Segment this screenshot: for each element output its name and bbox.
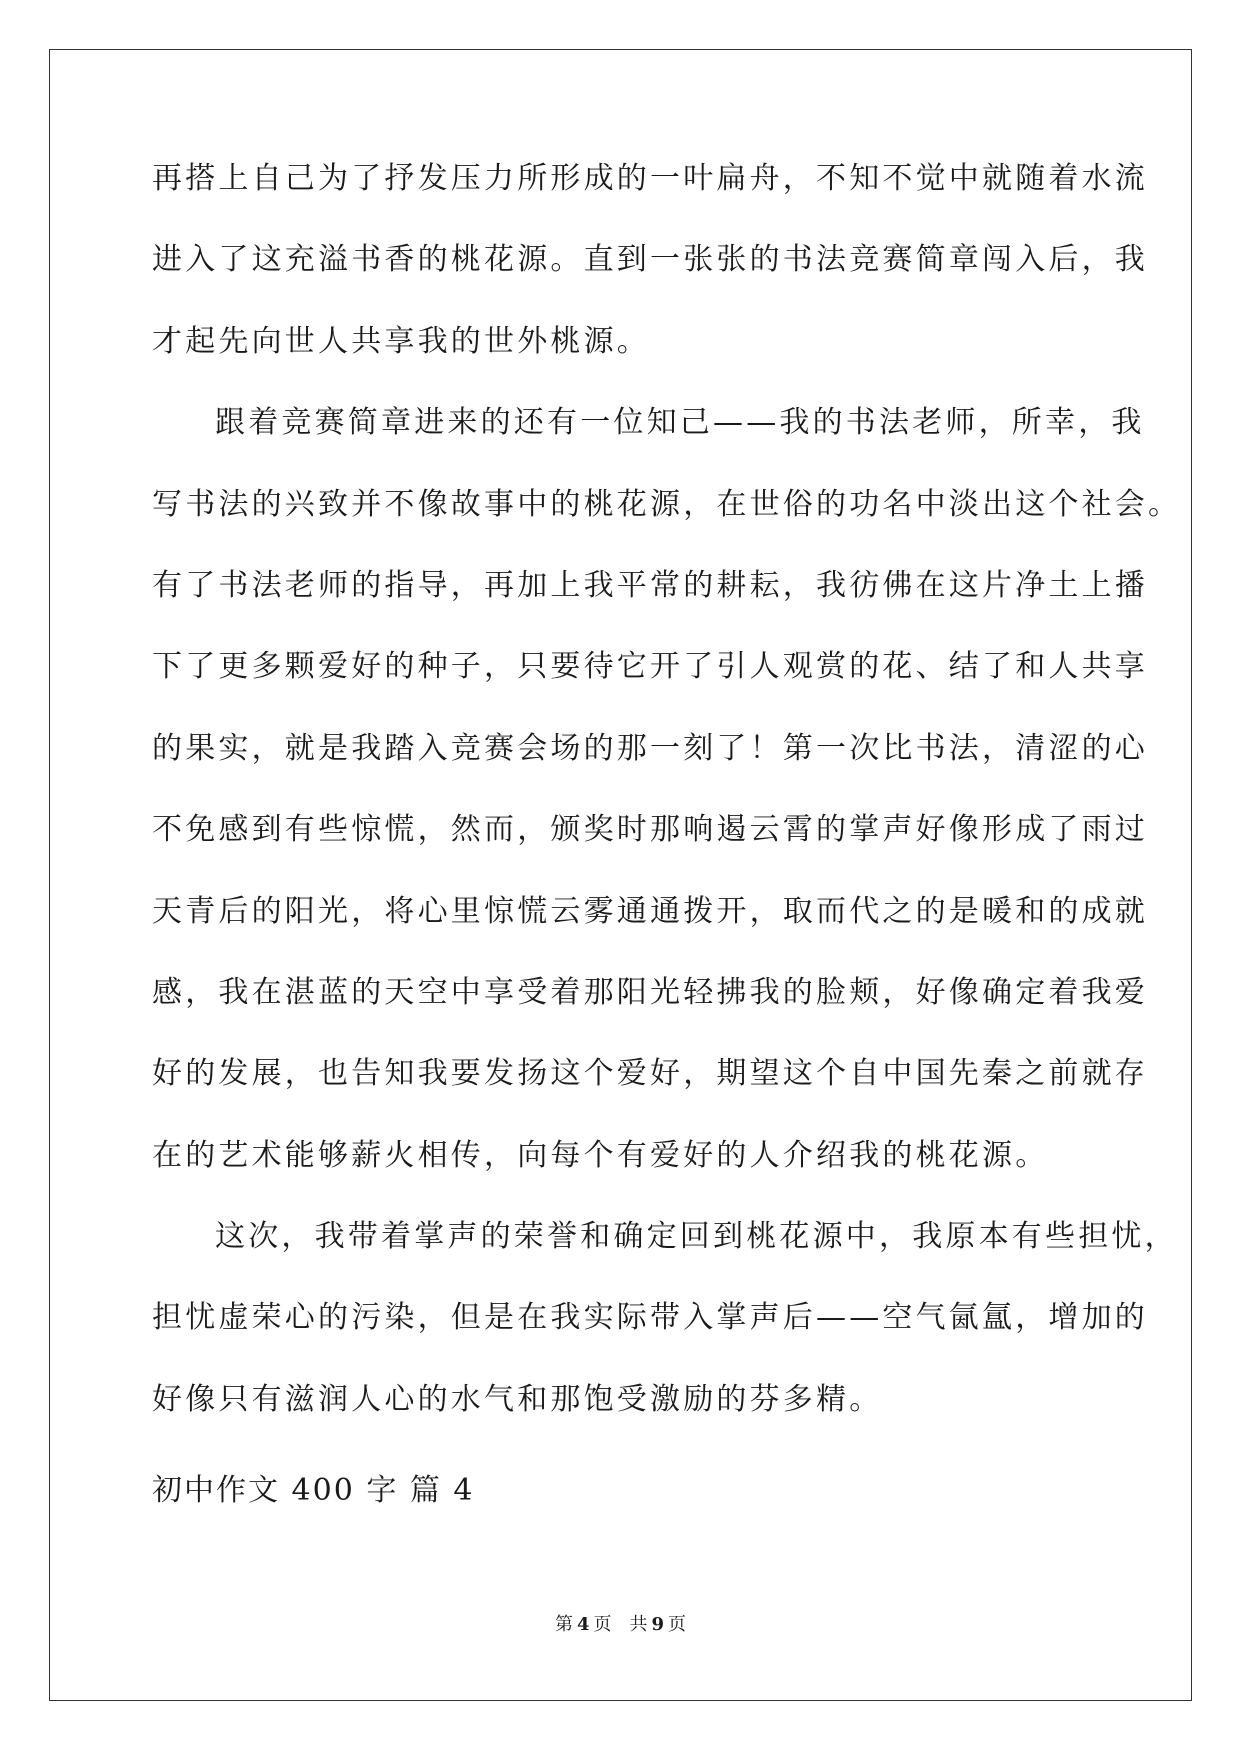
text-line: 担忧虚荣心的污染，但是在我实际带入掌声后——空气氤氲，增加的 bbox=[152, 1300, 1148, 1336]
text-line: 有了书法老师的指导，再加上我平常的耕耘，我彷佛在这片净土上播 bbox=[152, 567, 1148, 603]
essay-body bbox=[152, 161, 1182, 1466]
text-line: 在的艺术能够薪火相传，向每个有爱好的人介绍我的桃花源。 bbox=[152, 1137, 1049, 1173]
text-line: 好像只有滋润人心的水气和那饱受激励的芬多精。 bbox=[152, 1381, 883, 1417]
footer-page-prefix: 第 bbox=[554, 1614, 573, 1635]
section-heading: 初中作文 400 字 篇 4 bbox=[152, 1473, 475, 1508]
paragraph-start-line: 这次，我带着掌声的荣誉和确定回到桃花源中，我原本有些担忧， bbox=[215, 1219, 1178, 1255]
text-line: 下了更多颗爱好的种子，只要待它开了引人观赏的花、结了和人共享 bbox=[152, 649, 1148, 685]
text-line: 才起先向世人共享我的世外桃源。 bbox=[152, 323, 650, 359]
footer-total-pages: 9 bbox=[651, 1614, 665, 1635]
text-line: 的果实，就是我踏入竞赛会场的那一刻了！第一次比书法，清涩的心 bbox=[152, 730, 1148, 766]
text-line: 天青后的阳光，将心里惊慌云雾通通拨开，取而代之的是暖和的成就 bbox=[152, 893, 1148, 929]
text-line: 好的发展，也告知我要发扬这个爱好，期望这个自中国先秦之前就存 bbox=[152, 1056, 1148, 1092]
footer-total-prefix: 共 bbox=[629, 1614, 648, 1635]
footer-page-number: 4 bbox=[576, 1614, 590, 1635]
text-line: 进入了这充溢书香的桃花源。直到一张张的书法竞赛简章闯入后，我 bbox=[152, 242, 1148, 278]
text-line: 再搭上自己为了抒发压力所形成的一叶扁舟，不知不觉中就随着水流 bbox=[152, 161, 1148, 196]
text-line: 不免感到有些惊慌，然而，颁奖时那响遏云霄的掌声好像形成了雨过 bbox=[152, 812, 1148, 848]
paragraph-start-line: 跟着竞赛简章进来的还有一位知己——我的书法老师，所幸，我 bbox=[215, 405, 1145, 441]
footer-total-suffix: 页 bbox=[668, 1614, 687, 1635]
page-footer bbox=[0, 1616, 1241, 1634]
footer-page-suffix: 页 bbox=[593, 1614, 612, 1635]
text-line: 感，我在湛蓝的天空中享受着那阳光轻拂我的脸颊，好像确定着我爱 bbox=[152, 974, 1148, 1010]
text-line: 写书法的兴致并不像故事中的桃花源，在世俗的功名中淡出这个社会。 bbox=[152, 486, 1182, 522]
